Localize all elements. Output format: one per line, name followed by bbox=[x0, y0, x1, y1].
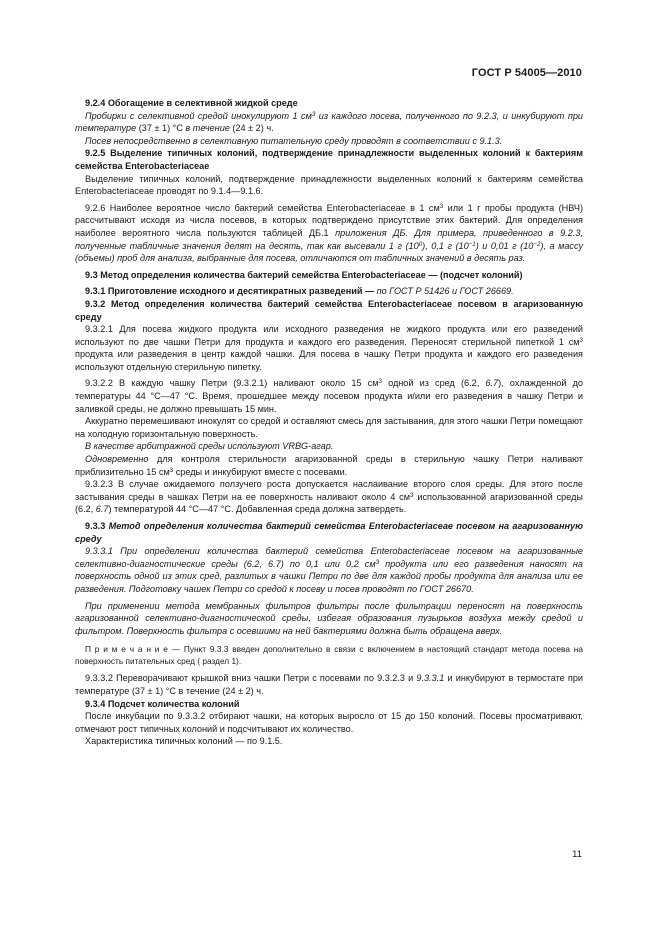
paragraph-arbitration-medium: В качестве арбитражной среды используют VRBG-агар. bbox=[85, 441, 334, 452]
paragraph-9-3-2-3: 9.3.2.3 В случае ожидаемого ползучего роста допускается наслаивание второго слоя среды. Для этого после застывания среды в чашках Петри на ее поверхность наливают около 4 $см^3$ использованной агаризованной среды (6.2, 6.7) температурой 44 °С—47 °С. Добавленная среда должна затвердеть. bbox=[75, 479, 583, 515]
paragraph-9-2-4-b: Посев непосредственно в селективную питательную среду проводят в соответствии с 9.1.3. bbox=[85, 135, 503, 146]
paragraph-mixing: Аккуратно перемешивают инокулят со средой и оставляют смесь для застывания, для этого чашки Петри помещают на холодную горизонтальную поверхность. bbox=[75, 416, 583, 439]
paragraph-9-3-2-1: 9.3.2.1 Для посева жидкого продукта или исходного разведения не жидкого продукта или его разведений используют по две чашки Петри для продукта и каждого его разведения. Переносят стерильной пипеткой 1 $см^3$ продукта или разведения в центр каждой чашки. Для посева в чашку Петри продукта и каждого его разведения используют отдельную стерильную пипетку. bbox=[75, 324, 583, 372]
heading-9-2-4: 9.2.4 Обогащение в селективной жидкой среде bbox=[85, 98, 298, 108]
document-header: ГОСТ Р 54005—2010 bbox=[471, 67, 582, 79]
paragraph-9-2-5: Выделение типичных колоний, подтверждение принадлежности выделенных колоний к бактериям семейства Enterobacteriaceae проводят по 9.1.4—9.1.6. bbox=[75, 173, 583, 197]
paragraph-9-3-4-b: Характеристика типичных колоний — по 9.1.5. bbox=[85, 736, 283, 747]
paragraph-9-2-6: 9.2.6 Наиболее вероятное число бактерий семейства Enterobacteriaceae в 1 $см^3$ или 1 г пробы продукта (НВЧ) рассчитывают исходя из числа посевов, в которых подтверждено присутствие этих бактерий. Для определения наиболее вероятного числа пользуются таблицей ДБ.1 приложения ДБ. Для примера, приведенного в 9.2.3, полученные табличные значения делят на десять, так как высевали 1 г $(10^0)$, 0,1 г $(10^{-1})$ и 0,01 г $(10^{-2})$, а массу (объемы) проб для анализа, выбранные для посева, отличаются от табличных значений в десять раз. bbox=[75, 202, 584, 264]
heading-9-3: 9.3 Метод определения количества бактерий семейства Enterobacteriaceae — (подсчет колоний) bbox=[85, 269, 523, 280]
heading-9-3-3: 9.3.3 Метод определения количества бактерий семейства Enterobacteriaceae посевом на агаризованную среду bbox=[75, 521, 583, 544]
paragraph-9-2-4-a: Пробирки с селективной средой инокулируют 1 $см^3$ из каждого посева, полученного по 9.2.3, и инкубируют при температуре (37 ± 1) °С в течение (24 ± 2) ч. bbox=[75, 110, 584, 134]
page-number: 11 bbox=[572, 849, 582, 860]
heading-9-2-5: 9.2.5 Выделение типичных колоний, подтверждение принадлежности выделенных колоний к бактериям семейства Enterobacteriaceae bbox=[75, 148, 583, 171]
heading-9-3-2: 9.3.2 Метод определения количества бактерий семейства Enterobacteriaceae посевом в агаризованную среду bbox=[75, 298, 583, 322]
paragraph-9-3-4-a: После инкубации по 9.3.3.2 отбирают чашки, на которых выросло от 15 до 150 колоний. Посевы просматривают, отмечают рост типичных колоний и подсчитывают их количество. bbox=[75, 711, 583, 734]
note-9-3-3: П р и м е ч а н и е — Пункт 9.3.3 введен дополнительно в связи с включением в настоящий стандарт метода посева на поверхность питательных сред ( раздел 1). bbox=[75, 644, 583, 667]
paragraph-sterility-control: Одновременно для контроля стерильности агаризованной среды в стерильную чашку Петри наливают приблизительно 15 $см^3$ среды и инкубируют вместе с посевами. bbox=[75, 454, 583, 477]
heading-9-3-4: 9.3.4 Подсчет количества колоний bbox=[85, 698, 240, 709]
paragraph-9-3-3-2: 9.3.3.2 Переворачивают крышкой вниз чашки Петри с посевами по 9.3.2.3 и 9.3.3.1 и инкубируют в термостате при температуре (37 ± 1) °С в течение (24 ± 2) ч. bbox=[75, 673, 583, 696]
document-body bbox=[75, 97, 583, 748]
paragraph-9-3-2-2: 9.3.2.2 В каждую чашку Петри (9.3.2.1) наливают около 15 $см^3$ одной из сред (6.2, 6.7), охлажденной до температуры 44 °С—47 °С. Время, прошедшее между посевом продукта и/или его разведения в чашку Петри и заливкой среды, не должно превышать 15 мин. bbox=[75, 378, 584, 414]
paragraph-9-3-3-1: 9.3.3.1 При определении количества бактерий семейства Enterobacteriaceae посевом на агаризованные селективно-диагностические среды (6.2, 6.7) по 0,1 или 0,2 $см^3$ продукта или его разведения наносят на поверхность одной из этих сред, разлитых в чашки Петри по две для каждой пробы продукта для анализа или ее разведения. Подготовку чашек Петри со средой к посеву и посев проводят по ГОСТ 26670. bbox=[75, 546, 583, 594]
heading-9-3-1: 9.3.1 Приготовление исходного и десятикратных разведений — по ГОСТ Р 51426 и ГОСТ 26669. bbox=[85, 286, 514, 297]
paragraph-membrane-filters: При применении метода мембранных фильтров фильтры после фильтрации переносят на поверхность агаризованной селективно-диагностической среды, избегая образования пузырьков воздуха между средой и фильтром. Поверхность фильтра с осевшими на ней бактериями должна быть обращена вверх. bbox=[75, 600, 583, 636]
